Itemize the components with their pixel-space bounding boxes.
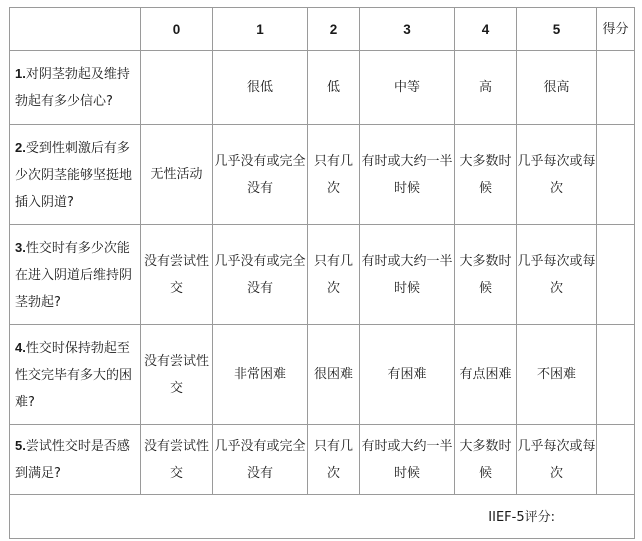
question-number: 2. [15, 139, 26, 155]
option-cell: 几乎没有或完全没有 [213, 125, 308, 225]
question-4 [10, 325, 141, 425]
score-cell[interactable] [597, 225, 635, 325]
header-option-1: 1 [213, 8, 308, 51]
header-option-2: 2 [308, 8, 360, 51]
question-text: 尝试性交时是否感到满足? [15, 439, 130, 481]
score-cell[interactable] [597, 125, 635, 225]
question-row-2 [10, 125, 635, 225]
header-option-3: 3 [360, 8, 455, 51]
option-cell: 低 [308, 51, 360, 125]
option-cell: 有时或大约一半时候 [360, 425, 455, 495]
option-cell: 几乎每次或每次 [517, 425, 597, 495]
option-cell: 有时或大约一半时候 [360, 225, 455, 325]
header-question [10, 8, 141, 51]
option-cell: 只有几次 [308, 225, 360, 325]
iief5-table [9, 7, 635, 539]
header-option-0: 0 [141, 8, 213, 51]
total-score-label: IIEF-5评分: [488, 510, 555, 525]
option-cell: 没有尝试性交 [141, 325, 213, 425]
option-cell: 大多数时候 [455, 225, 517, 325]
question-row-3 [10, 225, 635, 325]
score-cell[interactable] [597, 51, 635, 125]
option-cell: 只有几次 [308, 125, 360, 225]
question-row-5 [10, 425, 635, 495]
option-cell: 几乎每次或每次 [517, 125, 597, 225]
score-cell[interactable] [597, 425, 635, 495]
question-number: 3. [15, 239, 26, 255]
header-option-5: 5 [517, 8, 597, 51]
question-text: 性交时保持勃起至性交完毕有多大的困难? [15, 340, 133, 410]
header-option-4: 4 [455, 8, 517, 51]
question-text: 性交时有多少次能在进入阴道后维持阴茎勃起? [15, 240, 133, 310]
option-cell: 没有尝试性交 [141, 225, 213, 325]
option-cell: 很高 [517, 51, 597, 125]
footer-row [10, 495, 635, 539]
option-cell: 大多数时候 [455, 425, 517, 495]
question-1 [10, 51, 141, 125]
question-text: 对阴茎勃起及维持勃起有多少信心? [15, 67, 130, 109]
option-cell: 高 [455, 51, 517, 125]
option-cell: 有点困难 [455, 325, 517, 425]
option-cell: 只有几次 [308, 425, 360, 495]
question-5 [10, 425, 141, 495]
option-cell: 很困难 [308, 325, 360, 425]
option-cell: 非常困难 [213, 325, 308, 425]
header-score: 得分 [597, 8, 635, 51]
option-cell: 几乎每次或每次 [517, 225, 597, 325]
total-score-cell [10, 495, 635, 539]
option-cell: 很低 [213, 51, 308, 125]
question-number: 4. [15, 339, 26, 355]
question-number: 1. [15, 66, 26, 81]
question-text: 受到性刺激后有多少次阴茎能够坚挺地插入阴道? [15, 140, 133, 210]
option-cell: 中等 [360, 51, 455, 125]
option-cell: 有困难 [360, 325, 455, 425]
question-row-4 [10, 325, 635, 425]
option-cell: 有时或大约一半时候 [360, 125, 455, 225]
option-cell: 不困难 [517, 325, 597, 425]
option-cell: 几乎没有或完全没有 [213, 225, 308, 325]
question-2 [10, 125, 141, 225]
option-cell: 大多数时候 [455, 125, 517, 225]
option-cell [141, 51, 213, 125]
question-row-1 [10, 51, 635, 125]
question-3 [10, 225, 141, 325]
option-cell: 无性活动 [141, 125, 213, 225]
score-cell[interactable] [597, 325, 635, 425]
option-cell: 几乎没有或完全没有 [213, 425, 308, 495]
header-row [10, 8, 635, 51]
question-number: 5. [15, 438, 26, 453]
option-cell: 没有尝试性交 [141, 425, 213, 495]
